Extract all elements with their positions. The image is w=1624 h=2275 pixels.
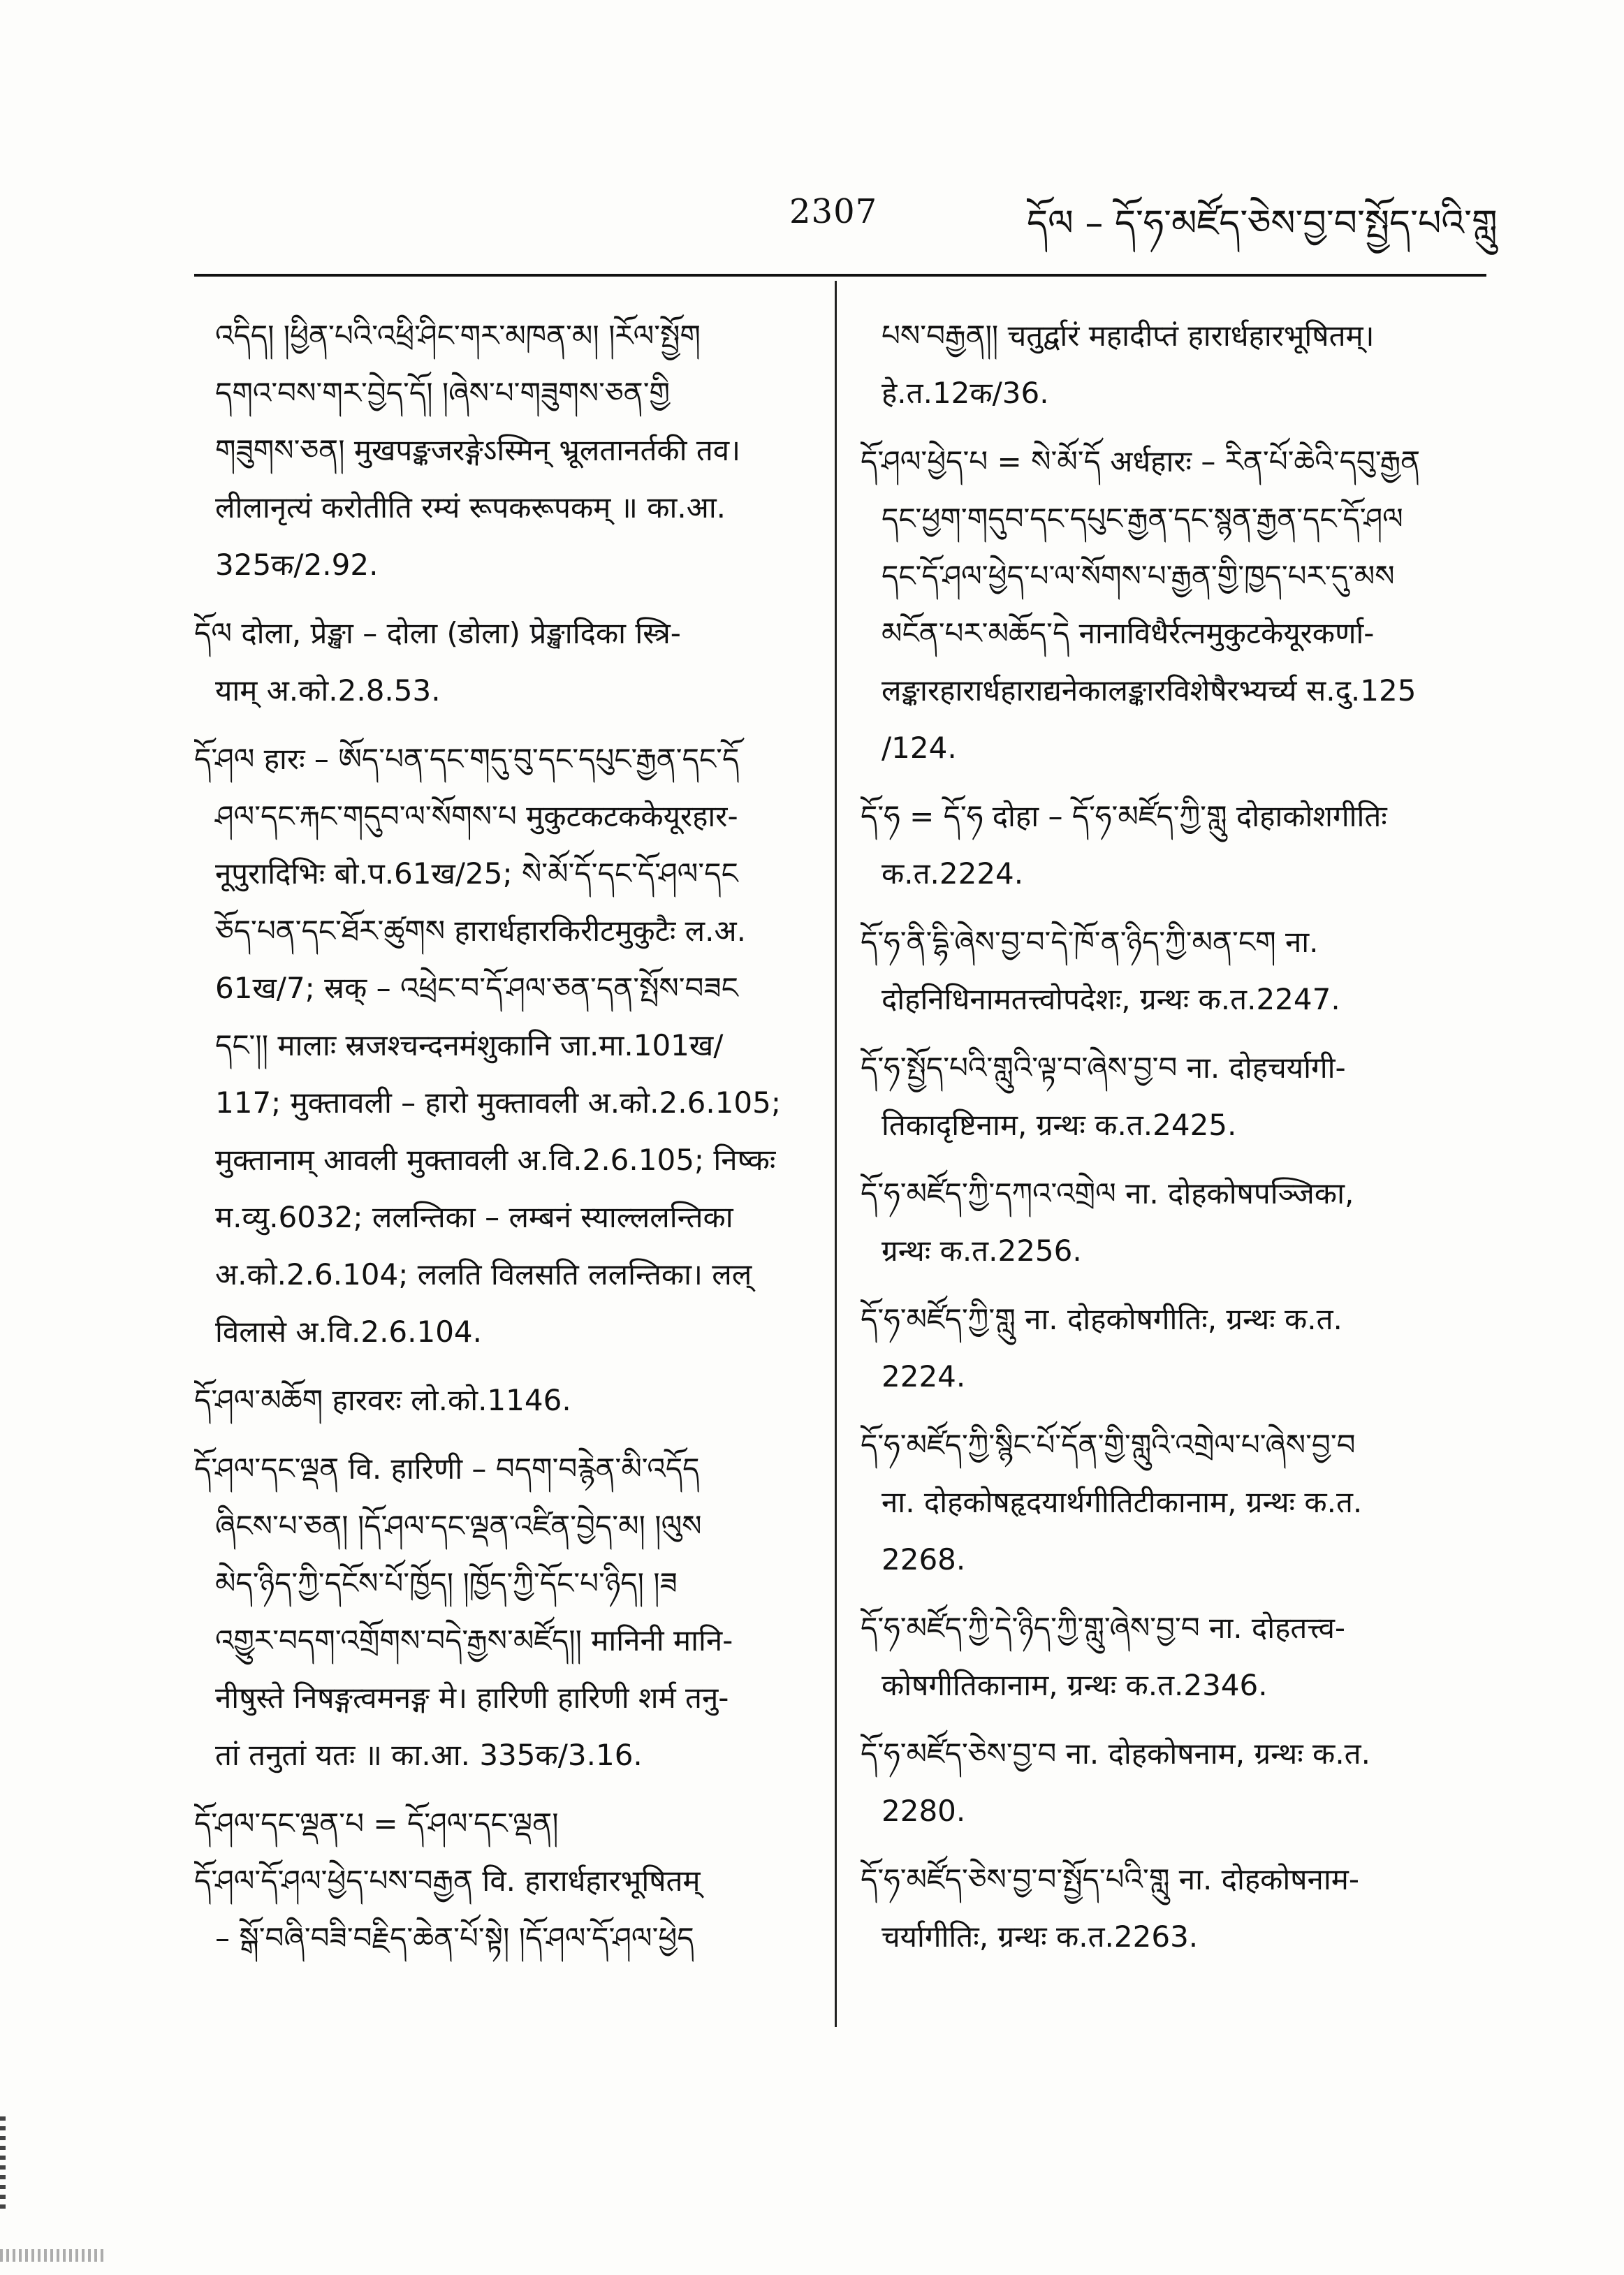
left-column-line: དོ་ཤལ་དང་ལྡན वि. हारिणी – བདག་བརྙེན་མི་འདོད (194, 1451, 700, 1486)
left-column-line: नीषुस्ते निषङ्गत्वमनङ्ग मे। हारिणी हारिणी शर्म तनु- (215, 1681, 729, 1715)
left-column-line: ཅོད་པན་དང་ཐོར་ཚུགས हारार्धहारकिरीटमुकुटैः ल.अ. (215, 914, 746, 948)
left-column-line: तां तनुतां यतः ॥ का.आ. 335क/3.16. (215, 1738, 643, 1772)
left-column-line: འགྱུར་བདག་འགྲོགས་བདེ་རྒྱས་མཛོད།། मानिनी मानि- (215, 1623, 733, 1658)
right-column-line: तिकादृष्टिनाम, ग्रन्थः क.त.2425. (882, 1108, 1237, 1142)
left-column-line: དོ་ཤལ་དོ་ཤལ་ཕྱེད་པས་བརྒྱན वि. हारार्धहारभूषितम् (194, 1864, 701, 1898)
left-column-line: म.व्यु.6032; ललन्तिका – लम्बनं स्याल्ललन्तिका (215, 1200, 733, 1234)
left-column-line: དོ་ཤལ་དང་ལྡན་པ = དོ་ཤལ་དང་ལྡན། (194, 1806, 559, 1841)
left-column-line: དོལ दोला, प्रेङ्खा – दोला (डोला) प्रेङ्खादिका स्त्रि- (194, 616, 681, 650)
left-column-line: དང་།། मालाः स्रजश्चन्दनमंशुकानि जा.मा.101ख/ (215, 1028, 724, 1062)
right-column-line: ना. दोहकोषहृदयार्थगीतिटीकानाम, ग्रन्थः क.त. (882, 1485, 1363, 1519)
header-rule (194, 274, 1486, 277)
right-column-line: དོ་ཧ་སྤྱོད་པའི་གླུའི་ལྟ་བ་ཞེས་བྱ་བ ना. दोहचर्यागी- (861, 1051, 1346, 1085)
left-column-line: མེད་ཉིད་ཀྱི་དངོས་པོ་ཁྱོད། །ཁྱོད་ཀྱི་དོང་པ་ཉིད། །ཟ (215, 1566, 678, 1600)
left-column-line: ཤལ་དང་རྐང་གདུབ་ལ་སོགས་པ मुकुटकटककेयूरहार- (215, 799, 738, 833)
column-divider (835, 281, 837, 2027)
right-column-line: དང་དོ་ཤལ་ཕྱེད་པ་ལ་སོགས་པ་རྒྱན་གྱི་ཁྱད་པར་དུ་མས (882, 559, 1395, 593)
left-column-line: 61ख/7; स्रक् – འཕྲེང་བ་དོ་ཤལ་ཅན་དན་སྤོས་བཟང (215, 971, 738, 1005)
left-column-line: अ.को.2.6.104; ललति विलसति ललन्तिका। लल् (215, 1257, 752, 1292)
page-number: 2307 (789, 192, 878, 231)
left-column-line: – སྒོ་བཞི་བཟི་བརྗིད་ཆེན་པོ་སྟེ། །དོ་ཤལ་དོ་ཤལ་ཕྱེད (215, 1921, 694, 1955)
right-column-line: हे.त.12क/36. (882, 376, 1049, 410)
right-column-line: कोषगीतिकानाम, ग्रन्थः क.त.2346. (882, 1668, 1268, 1702)
left-column-line: नूपुरादिभिः बो.प.61ख/25; སེ་མོ་དོ་དང་དོ་ཤལ་དང (215, 856, 738, 891)
right-column-line: པས་བརྒྱན།། चतुर्द्वारं महादीप्तं हारार्धहारभूषितम्। (882, 319, 1375, 353)
right-column-line: दोहनिधिनामतत्त्वोपदेशः, ग्रन्थः क.त.2247. (882, 982, 1340, 1016)
left-column-line: གཟུགས་ཅན། मुखपङ्कजरङ्गेऽस्मिन् भ्रूलतानर्तकी तव। (215, 433, 741, 467)
right-column-line: དོ་ཧ་ནི་དྷི་ཞེས་བྱ་བ་དེ་ཁོ་ན་ཉིད་ཀྱི་མན་ངག ना. (861, 925, 1319, 959)
right-column-line: དོ་ཧ་མཛོད་ཀྱི་གླུ ना. दोहकोषगीतिः, ग्रन्थः क.त. (861, 1302, 1343, 1336)
right-column-line: དོ་ཧ་མཛོད་ཀྱི་སྙིང་པོ་དོན་གྱི་གླུའི་འགྲེལ་པ་ཞེས་བྱ་བ (861, 1428, 1356, 1462)
right-column-line: མངོན་པར་མཆོད་དེ नानाविधैर्रत्नमुकुटकेयूरकर्णा- (882, 616, 1375, 650)
right-column-line: དོ་ཧ་མཛོད་ཀྱི་དཀའ་འགྲེལ ना. दोहकोषपञ्जिका, (861, 1176, 1354, 1210)
right-column-line: 2224. (882, 1359, 966, 1393)
right-column-line: དོ་ཧ་མཛོད་ཅེས་བྱ་བ ना. दोहकोषनाम, ग्रन्थः क.त. (861, 1736, 1370, 1771)
right-column-line: དོ་ཤལ་ཕྱེད་པ = སེ་མོ་དོ अर्धहारः – རིན་པོ་ཆེའི་དབུ་རྒྱན (861, 444, 1421, 478)
left-column (194, 307, 823, 2033)
running-header: དོལ – དོ་ཧ་མཛོད་ཅེས་བྱ་བ་སྤྱོད་པའི་གླུ (1027, 203, 1498, 244)
left-column-line: དོ་ཤལ हारः – ཨོད་པན་དང་གདུ་བུ་དང་དཔུང་རྒྱན་དང་དོ (194, 742, 740, 776)
left-column-line: འདིད། །ཕྱིན་པའི་འཕྲི་ཤིང་གར་མཁན་མ། །རོལ་སྤྱོག (215, 319, 701, 353)
left-column-line: मुक्तानाम् आवली मुक्तावली अ.वि.2.6.105; निष्कः (215, 1143, 776, 1177)
right-column-line: ग्रन्थः क.त.2256. (882, 1234, 1082, 1268)
left-column-line: དགའ་བས་གར་བྱེད་དོ། །ཞེས་པ་གཟུགས་ཅན་གྱི (215, 376, 671, 410)
right-column (861, 307, 1489, 2033)
scan-artifact-left (0, 2116, 6, 2214)
right-column-line: क.त.2224. (882, 856, 1024, 891)
left-column-line: དོ་ཤལ་མཆོག हारवरः लो.को.1146. (194, 1383, 571, 1417)
scan-artifact-bottom (0, 2249, 105, 2262)
left-column-line: विलासे अ.वि.2.6.104. (215, 1315, 483, 1349)
right-column-line: /124. (882, 731, 957, 765)
right-column-line: लङ्कारहारार्धहाराद्यनेकालङ्कारविशेषैरभ्यर्च्य स.दु.125 (882, 673, 1417, 708)
left-column-line: ཞིངས་པ་ཅན། །དོ་ཤལ་དང་ལྡན་འཛིན་བྱེད་མ། །ལུས (215, 1509, 702, 1543)
left-column-line: याम् अ.को.2.8.53. (215, 673, 441, 708)
right-column-line: དོ་ཧ་མཛོད་ཀྱི་དེ་ཉིད་ཀྱི་གླུ་ཞེས་བྱ་བ ना. दोहतत्त्व- (861, 1611, 1346, 1645)
left-column-line: 325क/2.92. (215, 548, 379, 582)
right-column-line: 2268. (882, 1542, 966, 1577)
right-column-line: དང་ཕྱག་གདུབ་དང་དཔུང་རྒྱན་དང་སྙན་རྒྱན་དང་དོ་ཤལ (882, 502, 1403, 536)
left-column-line: लीलानृत्यं करोतीति रम्यं रूपकरूपकम् ॥ का.आ. (215, 490, 726, 525)
right-column-line: དོ་ཧ་མཛོད་ཅེས་བྱ་བ་སྤྱོད་པའི་གླུ ना. दोहकोषनाम- (861, 1862, 1360, 1896)
right-column-line: चर्यागीतिः, ग्रन्थः क.त.2263. (882, 1919, 1199, 1954)
right-column-line: 2280. (882, 1794, 966, 1828)
right-column-line: དོ་ཧ = དོ་ཧ दोहा – དོ་ཧ་མཛོད་ཀྱི་གླུ दोहाकोशगीतिः (861, 799, 1387, 833)
left-column-line: 117; मुक्तावली – हारो मुक्तावली अ.को.2.6.105; (215, 1085, 781, 1120)
